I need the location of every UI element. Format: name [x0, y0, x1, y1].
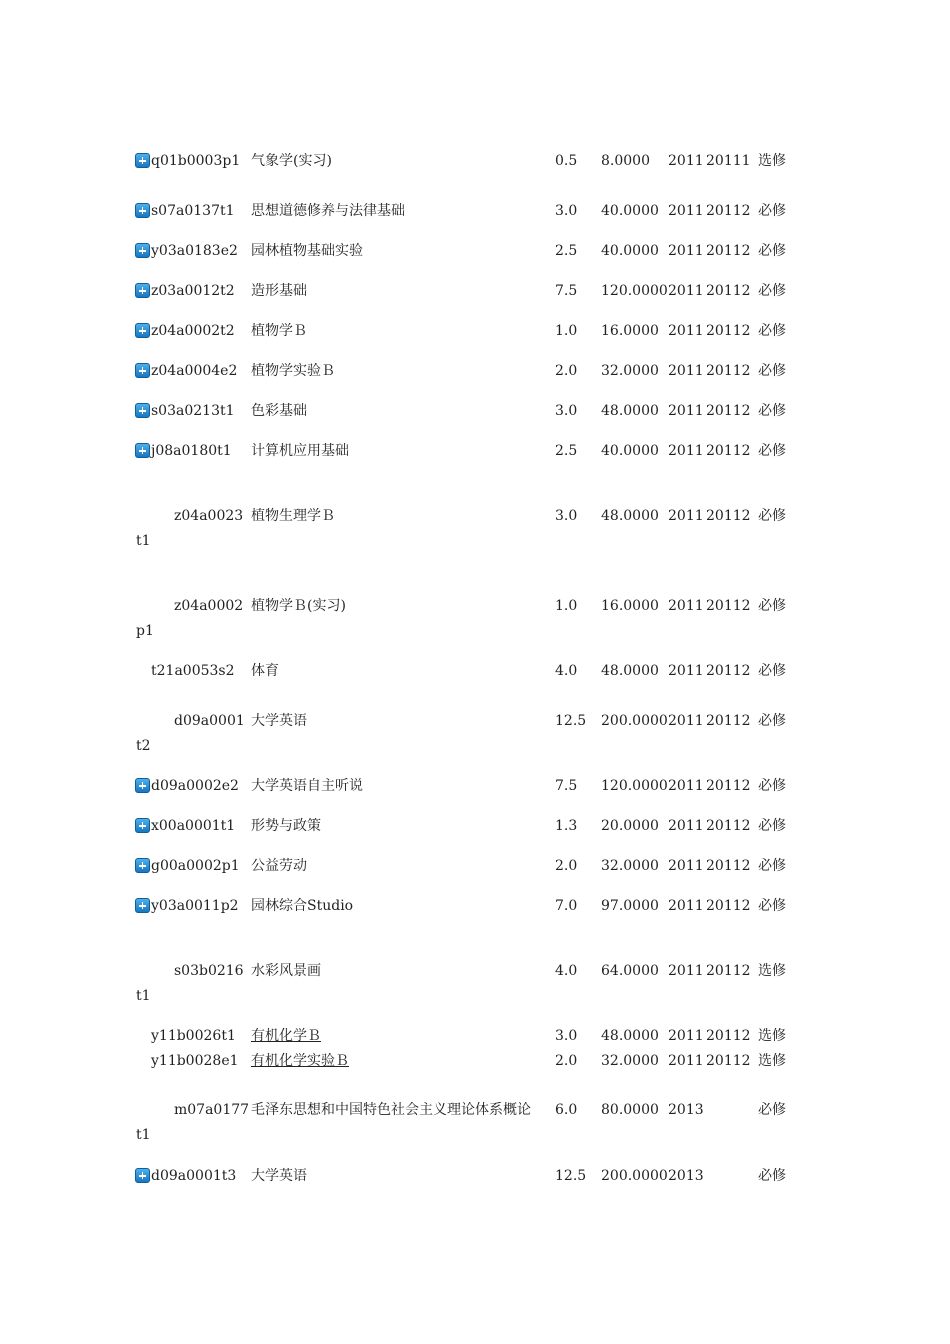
course-type: 必修 — [758, 1102, 786, 1118]
course-code: j08a0180t1 — [151, 443, 232, 459]
course-type: 必修 — [758, 818, 786, 834]
course-code: y03a0011p2 — [151, 898, 239, 914]
course-term: 20112 — [706, 1028, 751, 1044]
course-year: 2011 — [668, 508, 704, 524]
course-code-suffix: t2 — [136, 738, 151, 754]
course-credit: 4.0 — [555, 663, 578, 679]
course-credit: 2.5 — [555, 243, 578, 259]
course-term: 20112 — [706, 323, 751, 339]
course-term: 20112 — [706, 508, 751, 524]
course-credit: 0.5 — [555, 153, 578, 169]
course-term: 20112 — [706, 778, 751, 794]
course-year: 2011 — [668, 818, 704, 834]
table-row — [0, 151, 950, 171]
expand-plus-icon[interactable] — [135, 818, 150, 833]
course-hours: 8.0000 — [601, 153, 650, 169]
course-name: 大学英语 — [251, 1168, 307, 1184]
course-code: s03b0216 — [174, 963, 244, 979]
course-code: z04a0004e2 — [151, 363, 238, 379]
course-year: 2011 — [668, 1028, 704, 1044]
course-year: 2011 — [668, 443, 704, 459]
course-name: 气象学(实习) — [251, 153, 332, 169]
course-credit: 6.0 — [555, 1102, 578, 1118]
expand-plus-icon[interactable] — [135, 1168, 150, 1183]
course-type: 必修 — [758, 203, 786, 219]
course-year: 2011 — [668, 1053, 704, 1069]
course-year: 2011 — [668, 363, 704, 379]
course-code: z04a0023 — [174, 508, 244, 524]
table-row — [0, 1026, 950, 1046]
course-credit: 1.3 — [555, 818, 578, 834]
course-credit: 2.5 — [555, 443, 578, 459]
expand-plus-icon[interactable] — [135, 858, 150, 873]
course-term: 20112 — [706, 898, 751, 914]
course-credit: 12.5 — [555, 713, 587, 729]
course-term: 20112 — [706, 363, 751, 379]
table-row — [0, 961, 950, 1004]
course-name-link[interactable]: 有机化学实验Ｂ — [251, 1053, 349, 1069]
expand-plus-icon[interactable] — [135, 403, 150, 418]
course-type: 必修 — [758, 663, 786, 679]
course-type: 必修 — [758, 858, 786, 874]
course-name: 水彩风景画 — [251, 963, 321, 979]
table-row — [0, 1051, 950, 1071]
course-credit: 1.0 — [555, 598, 578, 614]
course-type: 必修 — [758, 283, 786, 299]
course-hours: 48.0000 — [601, 508, 659, 524]
course-term: 20112 — [706, 403, 751, 419]
course-name: 园林综合Studio — [251, 898, 354, 914]
course-credit: 2.0 — [555, 858, 578, 874]
course-code: x00a0001t1 — [151, 818, 236, 834]
course-hours: 48.0000 — [601, 663, 659, 679]
course-type: 必修 — [758, 778, 786, 794]
table-row — [0, 661, 950, 681]
course-type: 必修 — [758, 323, 786, 339]
expand-plus-icon[interactable] — [135, 153, 150, 168]
course-type: 必修 — [758, 1168, 786, 1184]
course-code: z04a0002 — [174, 598, 244, 614]
expand-plus-icon[interactable] — [135, 778, 150, 793]
course-type: 必修 — [758, 243, 786, 259]
course-term: 20112 — [706, 663, 751, 679]
course-name: 大学英语 — [251, 713, 307, 729]
course-hours: 97.0000 — [601, 898, 659, 914]
table-row — [0, 816, 950, 836]
course-credit: 2.0 — [555, 1053, 578, 1069]
course-year: 2011 — [668, 243, 704, 259]
course-code-suffix: p1 — [136, 623, 154, 639]
course-code-suffix: t1 — [136, 988, 151, 1004]
course-type: 选修 — [758, 1028, 786, 1044]
course-year: 2011 — [668, 323, 704, 339]
course-name: 公益劳动 — [251, 858, 307, 874]
course-hours: 200.0000 — [601, 713, 668, 729]
course-term: 20112 — [706, 858, 751, 874]
course-code: s03a0213t1 — [151, 403, 235, 419]
course-name-link[interactable]: 有机化学Ｂ — [251, 1028, 321, 1044]
course-type: 必修 — [758, 363, 786, 379]
table-row — [0, 1100, 950, 1143]
table-row — [0, 321, 950, 341]
course-credit: 3.0 — [555, 203, 578, 219]
course-code: s07a0137t1 — [151, 203, 235, 219]
course-credit: 12.5 — [555, 1168, 587, 1184]
course-hours: 40.0000 — [601, 203, 659, 219]
course-hours: 48.0000 — [601, 1028, 659, 1044]
course-hours: 120.0000 — [601, 778, 668, 794]
course-credit: 7.0 — [555, 898, 578, 914]
course-term: 20112 — [706, 713, 751, 729]
table-row — [0, 896, 950, 916]
course-type: 必修 — [758, 898, 786, 914]
course-code: m07a0177 — [174, 1102, 250, 1118]
expand-plus-icon[interactable] — [135, 243, 150, 258]
course-credit: 4.0 — [555, 963, 578, 979]
course-type: 必修 — [758, 443, 786, 459]
expand-plus-icon[interactable] — [135, 323, 150, 338]
course-type: 选修 — [758, 153, 786, 169]
expand-plus-icon[interactable] — [135, 443, 150, 458]
course-name: 形势与政策 — [251, 818, 321, 834]
course-year: 2011 — [668, 203, 704, 219]
course-term: 20112 — [706, 203, 751, 219]
course-hours: 40.0000 — [601, 243, 659, 259]
course-year: 2011 — [668, 598, 704, 614]
expand-plus-icon[interactable] — [135, 203, 150, 218]
course-hours: 32.0000 — [601, 363, 659, 379]
course-type: 必修 — [758, 403, 786, 419]
table-row — [0, 506, 950, 549]
course-code: q01b0003p1 — [151, 153, 241, 169]
course-hours: 32.0000 — [601, 858, 659, 874]
course-hours: 32.0000 — [601, 1053, 659, 1069]
expand-plus-icon[interactable] — [135, 283, 150, 298]
table-row — [0, 441, 950, 461]
course-type: 必修 — [758, 508, 786, 524]
course-hours: 80.0000 — [601, 1102, 659, 1118]
course-credit: 3.0 — [555, 1028, 578, 1044]
table-row — [0, 281, 950, 301]
course-year: 2013 — [668, 1168, 704, 1184]
course-credit: 7.5 — [555, 778, 578, 794]
course-name: 植物学实验Ｂ — [251, 363, 335, 379]
course-name: 园林植物基础实验 — [251, 243, 363, 259]
course-code: d09a0001t3 — [151, 1168, 237, 1184]
course-term: 20112 — [706, 243, 751, 259]
table-row — [0, 361, 950, 381]
table-row — [0, 201, 950, 221]
course-name: 体育 — [251, 663, 279, 679]
table-row — [0, 776, 950, 796]
course-term: 20112 — [706, 818, 751, 834]
course-code-suffix: t1 — [136, 1127, 151, 1143]
course-name: 色彩基础 — [251, 403, 307, 419]
course-year: 2011 — [668, 713, 704, 729]
course-code: y11b0026t1 — [151, 1028, 236, 1044]
course-hours: 20.0000 — [601, 818, 659, 834]
course-hours: 48.0000 — [601, 403, 659, 419]
course-term: 20112 — [706, 1053, 751, 1069]
table-row — [0, 241, 950, 261]
course-term: 20112 — [706, 598, 751, 614]
course-code: y03a0183e2 — [151, 243, 238, 259]
course-name: 毛泽东思想和中国特色社会主义理论体系概论 — [251, 1102, 531, 1118]
table-row — [0, 596, 950, 639]
course-code: g00a0002p1 — [151, 858, 240, 874]
course-name: 植物生理学Ｂ — [251, 508, 335, 524]
course-name: 植物学Ｂ — [251, 323, 307, 339]
course-term: 20111 — [706, 153, 751, 169]
course-code: d09a0001 — [174, 713, 245, 729]
course-code: z04a0002t2 — [151, 323, 235, 339]
table-row — [0, 401, 950, 421]
course-credit: 7.5 — [555, 283, 578, 299]
course-hours: 16.0000 — [601, 598, 659, 614]
course-name: 造形基础 — [251, 283, 307, 299]
course-year: 2011 — [668, 153, 704, 169]
course-type: 选修 — [758, 963, 786, 979]
course-hours: 40.0000 — [601, 443, 659, 459]
course-hours: 200.0000 — [601, 1168, 668, 1184]
course-name: 计算机应用基础 — [251, 443, 349, 459]
table-row — [0, 711, 950, 754]
table-row — [0, 1166, 950, 1186]
expand-plus-icon[interactable] — [135, 363, 150, 378]
course-year: 2011 — [668, 663, 704, 679]
course-name: 思想道德修养与法律基础 — [251, 203, 405, 219]
course-year: 2011 — [668, 963, 704, 979]
course-type: 选修 — [758, 1053, 786, 1069]
course-code-suffix: t1 — [136, 533, 151, 549]
course-type: 必修 — [758, 598, 786, 614]
course-hours: 64.0000 — [601, 963, 659, 979]
course-name: 植物学Ｂ(实习) — [251, 598, 346, 614]
course-year: 2013 — [668, 1102, 704, 1118]
table-row — [0, 856, 950, 876]
course-type: 必修 — [758, 713, 786, 729]
course-credit: 1.0 — [555, 323, 578, 339]
course-name: 大学英语自主听说 — [251, 778, 363, 794]
course-code: t21a0053s2 — [151, 663, 235, 679]
course-year: 2011 — [668, 403, 704, 419]
course-code: y11b0028e1 — [151, 1053, 239, 1069]
course-code: d09a0002e2 — [151, 778, 239, 794]
course-year: 2011 — [668, 778, 704, 794]
course-year: 2011 — [668, 283, 704, 299]
course-term: 20112 — [706, 963, 751, 979]
course-code: z03a0012t2 — [151, 283, 235, 299]
course-year: 2011 — [668, 898, 704, 914]
course-credit: 3.0 — [555, 403, 578, 419]
course-year: 2011 — [668, 858, 704, 874]
course-term: 20112 — [706, 443, 751, 459]
course-credit: 2.0 — [555, 363, 578, 379]
course-term: 20112 — [706, 283, 751, 299]
expand-plus-icon[interactable] — [135, 898, 150, 913]
course-hours: 16.0000 — [601, 323, 659, 339]
course-credit: 3.0 — [555, 508, 578, 524]
course-hours: 120.0000 — [601, 283, 668, 299]
